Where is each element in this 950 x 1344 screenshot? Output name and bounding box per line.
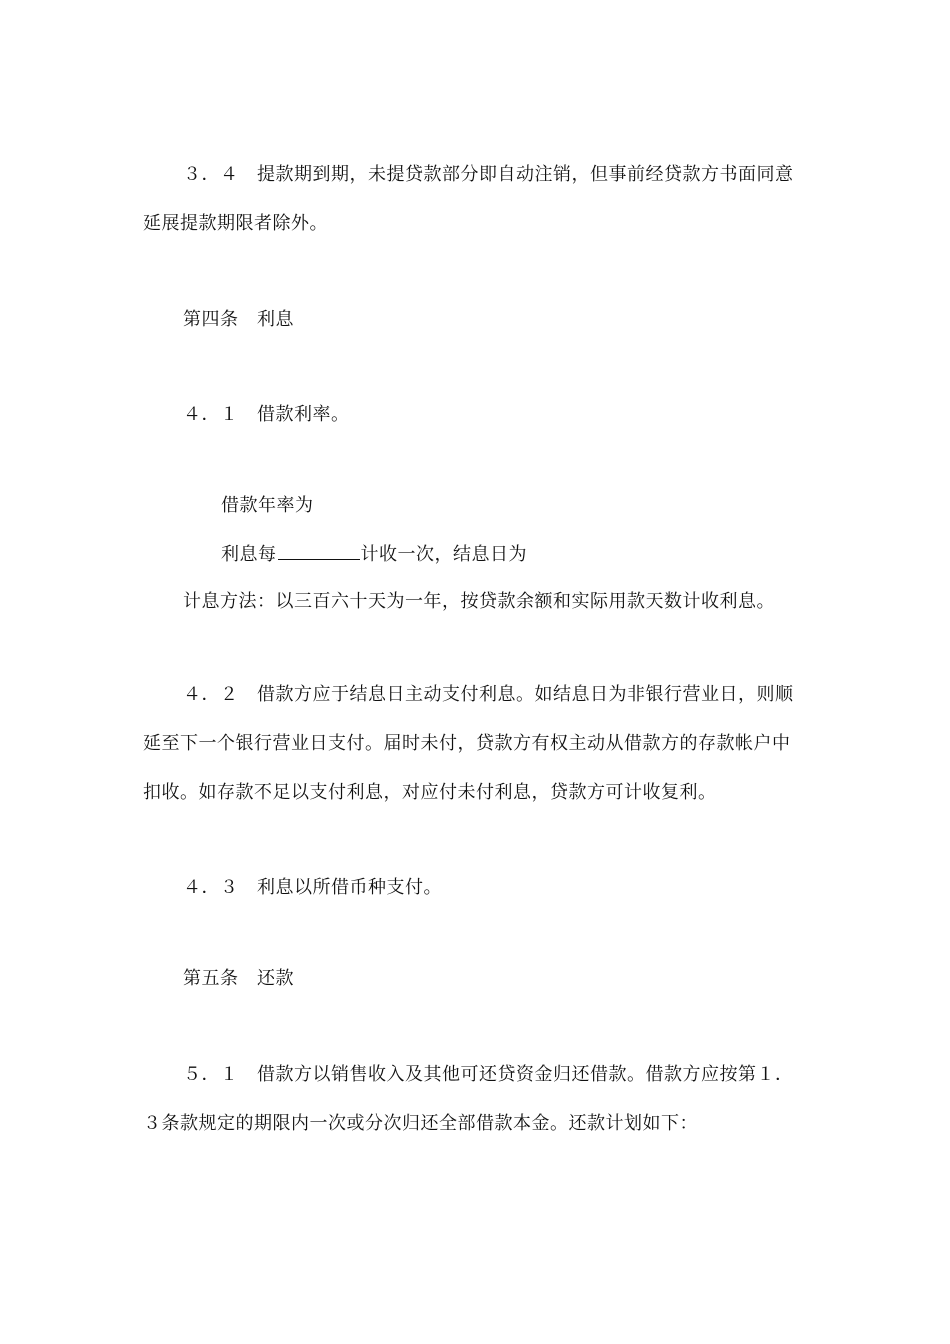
clause-5-1-line-2: ３条款规定的期限内一次或分次归还全部借款本金。还款计划如下： <box>143 1113 698 1134</box>
fill-in-blank <box>278 541 360 560</box>
clause-4-2-line-3: 扣收。如存款不足以支付利息，对应付未付利息，贷款方可计收复利。 <box>143 782 717 803</box>
clause-4-2-line-2: 延至下一个银行营业日支付。届时未付，贷款方有权主动从借款方的存款帐户中 <box>143 733 791 754</box>
clause-4-1-annual-rate: 借款年率为 <box>221 495 314 516</box>
interest-frequency-suffix: 计收一次，结息日为 <box>360 544 527 565</box>
clause-4-1-title: ４．１ 借款利率。 <box>183 404 350 425</box>
clause-5-1-line-1: ５．１ 借款方以销售收入及其他可还贷资金归还借款。借款方应按第１． <box>183 1064 794 1085</box>
article-4-heading: 第四条 利息 <box>183 309 294 330</box>
clause-4-1-method: 计息方法：以三百六十天为一年，按贷款余额和实际用款天数计收利息。 <box>183 591 775 612</box>
clause-4-3: ４．３ 利息以所借币种支付。 <box>183 877 442 898</box>
article-5-heading: 第五条 还款 <box>183 968 294 989</box>
interest-frequency-prefix: 利息每 <box>221 544 277 565</box>
clause-3-4-line-1: ３．４ 提款期到期，未提贷款部分即自动注销，但事前经贷款方书面同意 <box>183 164 794 185</box>
clause-4-1-interest-frequency <box>221 541 527 567</box>
clause-3-4-line-2: 延展提款期限者除外。 <box>143 213 328 234</box>
clause-4-2-line-1: ４．２ 借款方应于结息日主动支付利息。如结息日为非银行营业日，则顺 <box>183 684 794 705</box>
